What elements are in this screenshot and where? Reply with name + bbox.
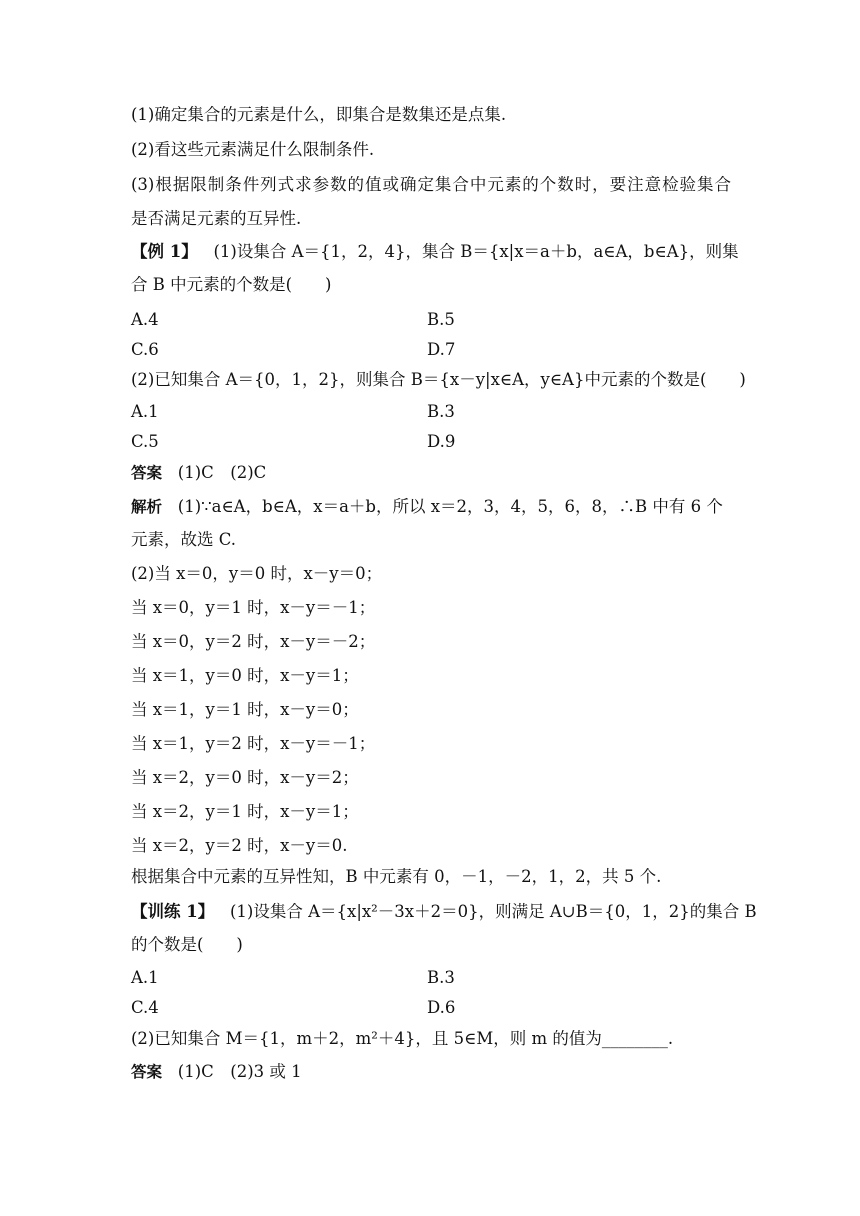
- option-c: C.5: [131, 432, 159, 451]
- training1-question2: (2)已知集合 M＝{1，m＋2，m²＋4}，且 5∈M，则 m 的值为________.: [131, 1029, 674, 1048]
- example1-answer: [131, 462, 266, 484]
- option-a: A.1: [131, 968, 159, 987]
- method-step-2: (2)看这些元素满足什么限制条件.: [131, 140, 375, 159]
- example1-conclusion: 根据集合中元素的互异性知，B 中元素有 0，－1，－2，1，2，共 5 个.: [131, 867, 662, 886]
- case-line: 当 x＝1，y＝2 时，x－y＝－1；: [131, 734, 376, 753]
- example1-question1-text: (1)设集合 A＝{1，2，4}，集合 B＝{x|x＝a＋b，a∈A，b∈A}，则集: [213, 242, 739, 261]
- training1-answer: [131, 1061, 302, 1083]
- case-line: 当 x＝2，y＝0 时，x－y＝2；: [131, 768, 359, 787]
- option-a: A.1: [131, 402, 159, 421]
- option-c: C.6: [131, 340, 159, 359]
- case-line: 当 x＝0，y＝2 时，x－y＝－2；: [131, 632, 376, 651]
- option-b: B.3: [427, 968, 455, 987]
- case-line: 当 x＝2，y＝1 时，x－y＝1；: [131, 802, 359, 821]
- analysis-text: (1)∵a∈A，b∈A，x＝a＋b，所以 x＝2，3，4，5，6，8，∴B 中有 6 个: [177, 497, 723, 516]
- answer-text: (1)C (2)3 或 1: [177, 1062, 302, 1081]
- example1-question2: (2)已知集合 A＝{0，1，2}，则集合 B＝{x－y|x∈A，y∈A}中元素的个数是( ): [131, 370, 746, 389]
- training1-question1-line2: 的个数是( ): [131, 935, 243, 954]
- answer-label: 答案: [131, 464, 163, 482]
- answer-text: (1)C (2)C: [177, 463, 267, 482]
- method-step-3-line1: (3)根据限制条件列式求参数的值或确定集合中元素的个数时，要注意检验集合: [131, 175, 731, 194]
- training1-tag: 【训练 1】: [131, 902, 215, 921]
- analysis-label: 解析: [131, 498, 163, 516]
- example1-analysis-line1: [131, 496, 731, 518]
- example1-question1-line2: 合 B 中元素的个数是( ): [131, 275, 332, 294]
- training1-question1-text: (1)设集合 A＝{x|x²－3x＋2＝0}，则满足 A∪B＝{0，1，2}的集合 B: [229, 902, 757, 921]
- option-a: A.4: [131, 310, 159, 329]
- case-line: 当 x＝0，y＝1 时，x－y＝－1；: [131, 598, 376, 617]
- example1-tag: 【例 1】: [131, 242, 198, 261]
- example1-question1-line1: [131, 241, 739, 263]
- option-b: B.5: [427, 310, 455, 329]
- case-line: 当 x＝2，y＝2 时，x－y＝0.: [131, 836, 348, 855]
- case-line: 当 x＝1，y＝0 时，x－y＝1；: [131, 666, 359, 685]
- example1-analysis-line2: 元素，故选 C.: [131, 530, 237, 549]
- option-d: D.6: [427, 998, 456, 1017]
- case-line: (2)当 x＝0，y＝0 时，x－y＝0；: [131, 564, 383, 583]
- option-c: C.4: [131, 998, 159, 1017]
- case-line: 当 x＝1，y＝1 时，x－y＝0；: [131, 700, 359, 719]
- option-d: D.9: [427, 432, 456, 451]
- method-step-1: (1)确定集合的元素是什么，即集合是数集还是点集.: [131, 105, 507, 124]
- training1-question1-line1: [131, 901, 757, 923]
- answer-label: 答案: [131, 1063, 163, 1081]
- option-b: B.3: [427, 402, 455, 421]
- option-d: D.7: [427, 340, 456, 359]
- method-step-3-line2: 是否满足元素的互异性.: [131, 209, 302, 228]
